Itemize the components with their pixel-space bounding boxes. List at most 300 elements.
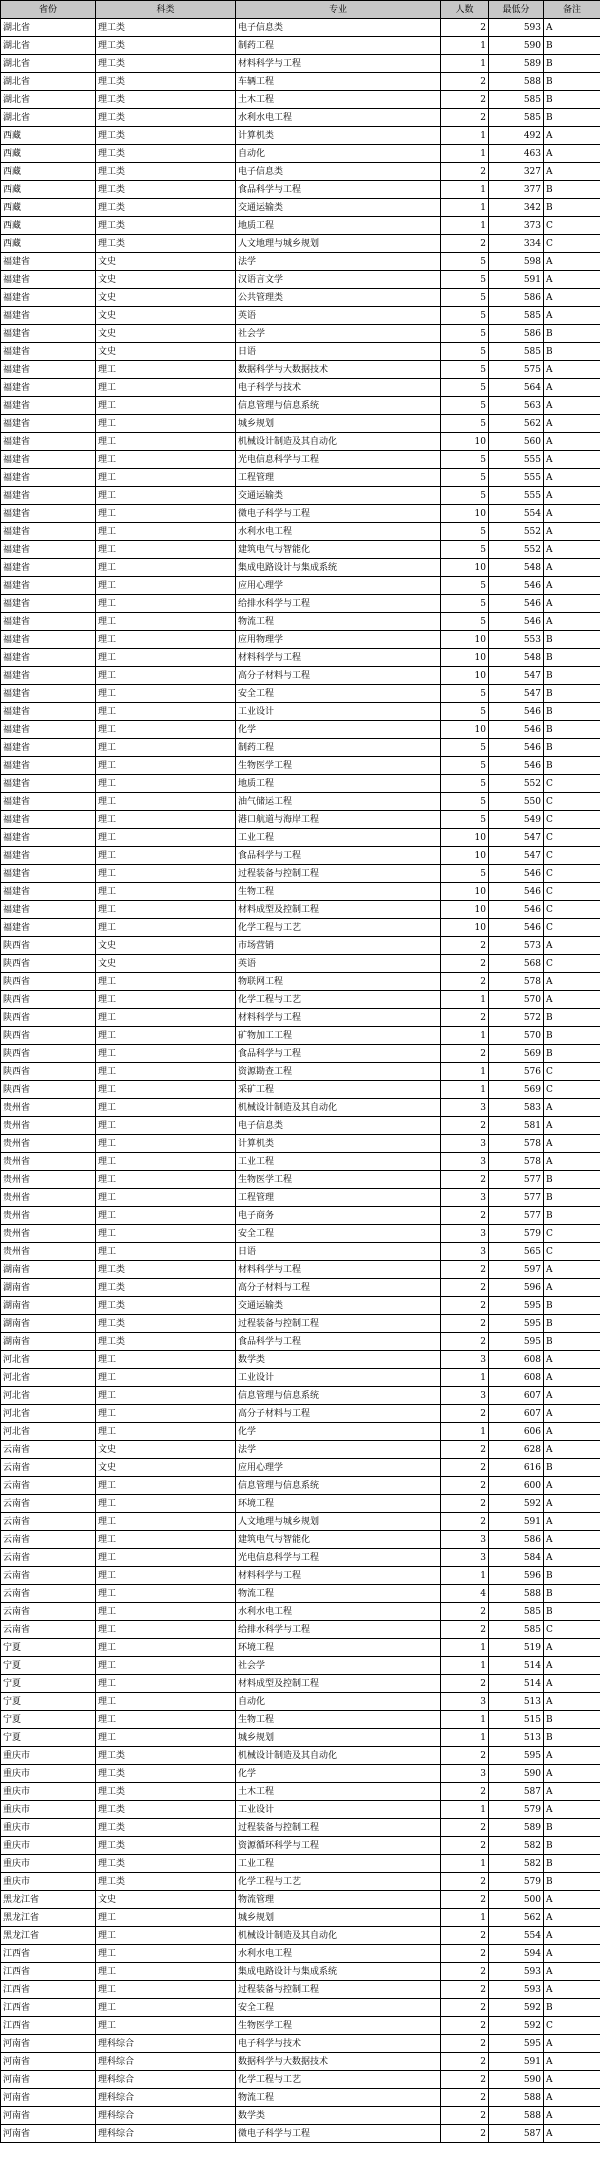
cell-category: 理工 bbox=[96, 883, 236, 901]
cell-major: 资源循环科学与工程 bbox=[236, 1837, 441, 1855]
cell-major: 物流管理 bbox=[236, 1891, 441, 1909]
cell-category: 理工 bbox=[96, 613, 236, 631]
cell-major: 公共管理类 bbox=[236, 289, 441, 307]
table-row bbox=[1, 811, 600, 829]
cell-category: 理工 bbox=[96, 541, 236, 559]
cell-province: 福建省 bbox=[1, 289, 96, 307]
cell-major: 车辆工程 bbox=[236, 73, 441, 91]
cell-min-score: 589 bbox=[489, 55, 544, 73]
cell-note: C bbox=[544, 1243, 600, 1261]
cell-count: 2 bbox=[441, 163, 489, 181]
cell-category: 理工 bbox=[96, 793, 236, 811]
cell-count: 2 bbox=[441, 937, 489, 955]
cell-count: 5 bbox=[441, 253, 489, 271]
table-row bbox=[1, 595, 600, 613]
cell-province: 河南省 bbox=[1, 2107, 96, 2125]
cell-category: 理工类 bbox=[96, 91, 236, 109]
cell-category: 理工 bbox=[96, 415, 236, 433]
cell-note: B bbox=[544, 685, 600, 703]
cell-major: 电子科学与技术 bbox=[236, 379, 441, 397]
cell-province: 云南省 bbox=[1, 1621, 96, 1639]
cell-count: 3 bbox=[441, 1153, 489, 1171]
cell-note: B bbox=[544, 721, 600, 739]
cell-major: 信息管理与信息系统 bbox=[236, 1387, 441, 1405]
cell-category: 理工 bbox=[96, 595, 236, 613]
cell-category: 理工 bbox=[96, 721, 236, 739]
cell-count: 1 bbox=[441, 1855, 489, 1873]
cell-major: 建筑电气与智能化 bbox=[236, 1531, 441, 1549]
cell-major: 人文地理与城乡规划 bbox=[236, 235, 441, 253]
cell-min-score: 596 bbox=[489, 1279, 544, 1297]
cell-major: 社会学 bbox=[236, 325, 441, 343]
cell-note: A bbox=[544, 973, 600, 991]
cell-min-score: 595 bbox=[489, 2035, 544, 2053]
cell-major: 城乡规划 bbox=[236, 415, 441, 433]
cell-note: A bbox=[544, 379, 600, 397]
cell-count: 2 bbox=[441, 2089, 489, 2107]
cell-category: 理工 bbox=[96, 1225, 236, 1243]
table-row bbox=[1, 1297, 600, 1315]
cell-category: 理工类 bbox=[96, 109, 236, 127]
cell-major: 过程装备与控制工程 bbox=[236, 1819, 441, 1837]
cell-category: 理工 bbox=[96, 1009, 236, 1027]
table-row bbox=[1, 2125, 600, 2143]
cell-note: A bbox=[544, 361, 600, 379]
cell-note: B bbox=[544, 1603, 600, 1621]
cell-note: C bbox=[544, 883, 600, 901]
cell-major: 高分子材料与工程 bbox=[236, 1405, 441, 1423]
table-row bbox=[1, 1567, 600, 1585]
cell-major: 电子科学与技术 bbox=[236, 2035, 441, 2053]
cell-note: A bbox=[544, 523, 600, 541]
cell-count: 2 bbox=[441, 1873, 489, 1891]
cell-count: 1 bbox=[441, 1801, 489, 1819]
cell-province: 西藏 bbox=[1, 199, 96, 217]
cell-note: B bbox=[544, 1315, 600, 1333]
cell-note: A bbox=[544, 1441, 600, 1459]
cell-province: 贵州省 bbox=[1, 1225, 96, 1243]
cell-category: 文史 bbox=[96, 325, 236, 343]
cell-category: 理工类 bbox=[96, 1819, 236, 1837]
table-row bbox=[1, 1279, 600, 1297]
cell-major: 食品科学与工程 bbox=[236, 847, 441, 865]
cell-min-score: 546 bbox=[489, 757, 544, 775]
cell-province: 湖北省 bbox=[1, 19, 96, 37]
cell-major: 化学工程与工艺 bbox=[236, 991, 441, 1009]
cell-count: 1 bbox=[441, 1081, 489, 1099]
cell-major: 水利水电工程 bbox=[236, 109, 441, 127]
cell-category: 理工 bbox=[96, 1585, 236, 1603]
cell-major: 人文地理与城乡规划 bbox=[236, 1513, 441, 1531]
cell-province: 云南省 bbox=[1, 1459, 96, 1477]
cell-category: 理工 bbox=[96, 469, 236, 487]
cell-note: A bbox=[544, 2035, 600, 2053]
cell-category: 理科综合 bbox=[96, 2125, 236, 2143]
cell-min-score: 590 bbox=[489, 1765, 544, 1783]
cell-note: C bbox=[544, 847, 600, 865]
cell-category: 理工 bbox=[96, 901, 236, 919]
cell-category: 理工 bbox=[96, 1999, 236, 2017]
cell-major: 交通运输类 bbox=[236, 199, 441, 217]
cell-note: A bbox=[544, 19, 600, 37]
cell-category: 理工 bbox=[96, 1171, 236, 1189]
cell-min-score: 600 bbox=[489, 1477, 544, 1495]
cell-major: 制药工程 bbox=[236, 37, 441, 55]
cell-count: 2 bbox=[441, 1495, 489, 1513]
cell-major: 微电子科学与工程 bbox=[236, 2125, 441, 2143]
cell-note: B bbox=[544, 703, 600, 721]
cell-major: 环境工程 bbox=[236, 1639, 441, 1657]
table-row bbox=[1, 1531, 600, 1549]
table-row bbox=[1, 919, 600, 937]
cell-province: 福建省 bbox=[1, 325, 96, 343]
cell-note: C bbox=[544, 235, 600, 253]
cell-note: C bbox=[544, 865, 600, 883]
table-row bbox=[1, 451, 600, 469]
cell-note: B bbox=[544, 1837, 600, 1855]
cell-category: 理工类 bbox=[96, 145, 236, 163]
cell-category: 理工 bbox=[96, 739, 236, 757]
cell-note: A bbox=[544, 1135, 600, 1153]
cell-note: B bbox=[544, 1855, 600, 1873]
cell-major: 法学 bbox=[236, 253, 441, 271]
cell-count: 1 bbox=[441, 1657, 489, 1675]
cell-count: 1 bbox=[441, 1063, 489, 1081]
cell-min-score: 595 bbox=[489, 1333, 544, 1351]
cell-major: 材料科学与工程 bbox=[236, 1009, 441, 1027]
cell-count: 5 bbox=[441, 469, 489, 487]
table-row bbox=[1, 1189, 600, 1207]
table-row bbox=[1, 1441, 600, 1459]
cell-category: 文史 bbox=[96, 1891, 236, 1909]
cell-min-score: 546 bbox=[489, 721, 544, 739]
cell-min-score: 606 bbox=[489, 1423, 544, 1441]
cell-count: 2 bbox=[441, 1891, 489, 1909]
cell-count: 2 bbox=[441, 1279, 489, 1297]
cell-min-score: 564 bbox=[489, 379, 544, 397]
cell-province: 福建省 bbox=[1, 361, 96, 379]
cell-note: A bbox=[544, 1981, 600, 1999]
cell-note: B bbox=[544, 1873, 600, 1891]
cell-count: 1 bbox=[441, 1639, 489, 1657]
cell-province: 河北省 bbox=[1, 1351, 96, 1369]
cell-count: 1 bbox=[441, 1567, 489, 1585]
cell-category: 理工类 bbox=[96, 1315, 236, 1333]
cell-count: 5 bbox=[441, 541, 489, 559]
table-row bbox=[1, 1999, 600, 2017]
cell-category: 理工 bbox=[96, 1153, 236, 1171]
table-row bbox=[1, 1729, 600, 1747]
cell-count: 3 bbox=[441, 1531, 489, 1549]
table-row bbox=[1, 1387, 600, 1405]
table-row bbox=[1, 127, 600, 145]
cell-min-score: 513 bbox=[489, 1729, 544, 1747]
cell-note: C bbox=[544, 1225, 600, 1243]
cell-major: 工业工程 bbox=[236, 1855, 441, 1873]
cell-major: 计算机类 bbox=[236, 127, 441, 145]
table-row bbox=[1, 1009, 600, 1027]
cell-major: 生物医学工程 bbox=[236, 1171, 441, 1189]
cell-major: 建筑电气与智能化 bbox=[236, 541, 441, 559]
cell-category: 理工 bbox=[96, 1549, 236, 1567]
cell-category: 理工 bbox=[96, 1675, 236, 1693]
table-row bbox=[1, 1243, 600, 1261]
table-row bbox=[1, 2017, 600, 2035]
table-row bbox=[1, 181, 600, 199]
cell-province: 宁夏 bbox=[1, 1639, 96, 1657]
cell-count: 2 bbox=[441, 1171, 489, 1189]
table-row bbox=[1, 415, 600, 433]
cell-count: 2 bbox=[441, 1819, 489, 1837]
table-row bbox=[1, 649, 600, 667]
cell-province: 河北省 bbox=[1, 1423, 96, 1441]
cell-category: 理工 bbox=[96, 379, 236, 397]
cell-count: 10 bbox=[441, 901, 489, 919]
table-row bbox=[1, 55, 600, 73]
table-row bbox=[1, 1315, 600, 1333]
cell-count: 3 bbox=[441, 1693, 489, 1711]
table-row bbox=[1, 199, 600, 217]
cell-category: 理工类 bbox=[96, 1783, 236, 1801]
cell-count: 5 bbox=[441, 289, 489, 307]
cell-major: 计算机类 bbox=[236, 1135, 441, 1153]
cell-category: 理科综合 bbox=[96, 2053, 236, 2071]
cell-category: 理工类 bbox=[96, 217, 236, 235]
cell-province: 江西省 bbox=[1, 2017, 96, 2035]
cell-note: B bbox=[544, 667, 600, 685]
cell-province: 福建省 bbox=[1, 739, 96, 757]
cell-category: 理工 bbox=[96, 775, 236, 793]
cell-min-score: 595 bbox=[489, 1315, 544, 1333]
cell-category: 理工类 bbox=[96, 1855, 236, 1873]
table-row bbox=[1, 847, 600, 865]
cell-major: 法学 bbox=[236, 1441, 441, 1459]
cell-province: 陕西省 bbox=[1, 973, 96, 991]
cell-count: 3 bbox=[441, 1189, 489, 1207]
cell-count: 2 bbox=[441, 1927, 489, 1945]
table-row bbox=[1, 145, 600, 163]
cell-min-score: 547 bbox=[489, 685, 544, 703]
cell-note: A bbox=[544, 397, 600, 415]
table-row bbox=[1, 253, 600, 271]
cell-note: A bbox=[544, 1117, 600, 1135]
cell-count: 5 bbox=[441, 811, 489, 829]
cell-min-score: 547 bbox=[489, 667, 544, 685]
cell-note: C bbox=[544, 217, 600, 235]
cell-count: 2 bbox=[441, 2071, 489, 2089]
cell-count: 10 bbox=[441, 847, 489, 865]
cell-count: 1 bbox=[441, 127, 489, 145]
cell-province: 宁夏 bbox=[1, 1675, 96, 1693]
cell-note: A bbox=[544, 253, 600, 271]
table-row bbox=[1, 685, 600, 703]
cell-count: 5 bbox=[441, 271, 489, 289]
table-row bbox=[1, 1045, 600, 1063]
cell-min-score: 554 bbox=[489, 505, 544, 523]
cell-min-score: 586 bbox=[489, 289, 544, 307]
cell-count: 2 bbox=[441, 1603, 489, 1621]
table-row bbox=[1, 469, 600, 487]
cell-count: 2 bbox=[441, 1999, 489, 2017]
table-row bbox=[1, 1369, 600, 1387]
cell-category: 理工 bbox=[96, 1693, 236, 1711]
cell-major: 物流工程 bbox=[236, 1585, 441, 1603]
table-row bbox=[1, 1891, 600, 1909]
cell-min-score: 585 bbox=[489, 91, 544, 109]
cell-min-score: 589 bbox=[489, 1819, 544, 1837]
cell-count: 2 bbox=[441, 2017, 489, 2035]
table-row bbox=[1, 2107, 600, 2125]
cell-major: 化学 bbox=[236, 1423, 441, 1441]
cell-category: 理工 bbox=[96, 1639, 236, 1657]
cell-min-score: 555 bbox=[489, 451, 544, 469]
cell-min-score: 546 bbox=[489, 919, 544, 937]
cell-major: 过程装备与控制工程 bbox=[236, 1315, 441, 1333]
cell-province: 宁夏 bbox=[1, 1657, 96, 1675]
cell-province: 重庆市 bbox=[1, 1819, 96, 1837]
cell-min-score: 590 bbox=[489, 2071, 544, 2089]
cell-min-score: 569 bbox=[489, 1081, 544, 1099]
table-row bbox=[1, 73, 600, 91]
cell-major: 材料科学与工程 bbox=[236, 649, 441, 667]
cell-province: 贵州省 bbox=[1, 1207, 96, 1225]
cell-min-score: 513 bbox=[489, 1693, 544, 1711]
table-row bbox=[1, 505, 600, 523]
cell-province: 福建省 bbox=[1, 271, 96, 289]
cell-count: 1 bbox=[441, 181, 489, 199]
cell-note: A bbox=[544, 1531, 600, 1549]
cell-province: 福建省 bbox=[1, 685, 96, 703]
cell-province: 湖南省 bbox=[1, 1315, 96, 1333]
cell-note: B bbox=[544, 1585, 600, 1603]
cell-min-score: 546 bbox=[489, 865, 544, 883]
cell-note: B bbox=[544, 631, 600, 649]
cell-category: 理工 bbox=[96, 1477, 236, 1495]
cell-count: 2 bbox=[441, 1963, 489, 1981]
cell-min-score: 592 bbox=[489, 2017, 544, 2035]
table-row bbox=[1, 1405, 600, 1423]
cell-major: 材料成型及控制工程 bbox=[236, 901, 441, 919]
cell-major: 土木工程 bbox=[236, 91, 441, 109]
cell-category: 理工类 bbox=[96, 73, 236, 91]
cell-note: B bbox=[544, 55, 600, 73]
cell-major: 物流工程 bbox=[236, 613, 441, 631]
table-row bbox=[1, 325, 600, 343]
cell-min-score: 578 bbox=[489, 1135, 544, 1153]
cell-category: 理工 bbox=[96, 487, 236, 505]
cell-category: 理工类 bbox=[96, 163, 236, 181]
cell-major: 食品科学与工程 bbox=[236, 181, 441, 199]
cell-major: 自动化 bbox=[236, 1693, 441, 1711]
cell-category: 理工 bbox=[96, 649, 236, 667]
cell-note: A bbox=[544, 505, 600, 523]
cell-province: 陕西省 bbox=[1, 1063, 96, 1081]
cell-min-score: 585 bbox=[489, 109, 544, 127]
cell-province: 湖南省 bbox=[1, 1279, 96, 1297]
cell-note: A bbox=[544, 1513, 600, 1531]
cell-note: A bbox=[544, 613, 600, 631]
cell-category: 理工 bbox=[96, 1945, 236, 1963]
cell-major: 环境工程 bbox=[236, 1495, 441, 1513]
cell-note: A bbox=[544, 1405, 600, 1423]
cell-province: 宁夏 bbox=[1, 1693, 96, 1711]
cell-province: 陕西省 bbox=[1, 1027, 96, 1045]
cell-province: 贵州省 bbox=[1, 1135, 96, 1153]
table-row bbox=[1, 19, 600, 37]
cell-count: 1 bbox=[441, 199, 489, 217]
cell-province: 重庆市 bbox=[1, 1837, 96, 1855]
table-row bbox=[1, 883, 600, 901]
cell-major: 机械设计制造及其自动化 bbox=[236, 1747, 441, 1765]
cell-category: 理工类 bbox=[96, 1837, 236, 1855]
cell-count: 2 bbox=[441, 1837, 489, 1855]
cell-note: A bbox=[544, 1783, 600, 1801]
cell-major: 微电子科学与工程 bbox=[236, 505, 441, 523]
cell-note: B bbox=[544, 109, 600, 127]
header-count: 人数 bbox=[441, 1, 489, 19]
cell-province: 江西省 bbox=[1, 1981, 96, 1999]
cell-province: 福建省 bbox=[1, 523, 96, 541]
cell-major: 工业设计 bbox=[236, 1801, 441, 1819]
table-row bbox=[1, 1261, 600, 1279]
table-row bbox=[1, 1837, 600, 1855]
cell-major: 机械设计制造及其自动化 bbox=[236, 1927, 441, 1945]
cell-province: 重庆市 bbox=[1, 1747, 96, 1765]
cell-min-score: 546 bbox=[489, 739, 544, 757]
cell-major: 电子信息类 bbox=[236, 163, 441, 181]
cell-province: 福建省 bbox=[1, 397, 96, 415]
cell-category: 理工类 bbox=[96, 235, 236, 253]
cell-major: 自动化 bbox=[236, 145, 441, 163]
cell-count: 2 bbox=[441, 955, 489, 973]
cell-count: 1 bbox=[441, 37, 489, 55]
cell-category: 理工类 bbox=[96, 1333, 236, 1351]
cell-min-score: 591 bbox=[489, 2053, 544, 2071]
cell-province: 福建省 bbox=[1, 595, 96, 613]
cell-note: B bbox=[544, 1207, 600, 1225]
cell-min-score: 597 bbox=[489, 1261, 544, 1279]
cell-min-score: 588 bbox=[489, 73, 544, 91]
table-row bbox=[1, 289, 600, 307]
cell-min-score: 582 bbox=[489, 1855, 544, 1873]
cell-province: 西藏 bbox=[1, 217, 96, 235]
cell-min-score: 579 bbox=[489, 1873, 544, 1891]
cell-note: C bbox=[544, 811, 600, 829]
cell-min-score: 327 bbox=[489, 163, 544, 181]
cell-category: 理工 bbox=[96, 1135, 236, 1153]
cell-min-score: 514 bbox=[489, 1657, 544, 1675]
cell-count: 1 bbox=[441, 1909, 489, 1927]
cell-major: 高分子材料与工程 bbox=[236, 1279, 441, 1297]
cell-note: B bbox=[544, 73, 600, 91]
cell-note: A bbox=[544, 559, 600, 577]
cell-min-score: 514 bbox=[489, 1675, 544, 1693]
cell-count: 3 bbox=[441, 1135, 489, 1153]
cell-note: B bbox=[544, 1711, 600, 1729]
cell-major: 化学工程与工艺 bbox=[236, 2071, 441, 2089]
cell-min-score: 552 bbox=[489, 541, 544, 559]
table-row bbox=[1, 379, 600, 397]
cell-category: 理工 bbox=[96, 1711, 236, 1729]
table-row bbox=[1, 2071, 600, 2089]
cell-category: 理工 bbox=[96, 865, 236, 883]
cell-min-score: 583 bbox=[489, 1099, 544, 1117]
cell-category: 理工 bbox=[96, 1603, 236, 1621]
cell-note: B bbox=[544, 739, 600, 757]
cell-province: 云南省 bbox=[1, 1603, 96, 1621]
table-row bbox=[1, 1621, 600, 1639]
cell-note: A bbox=[544, 1495, 600, 1513]
